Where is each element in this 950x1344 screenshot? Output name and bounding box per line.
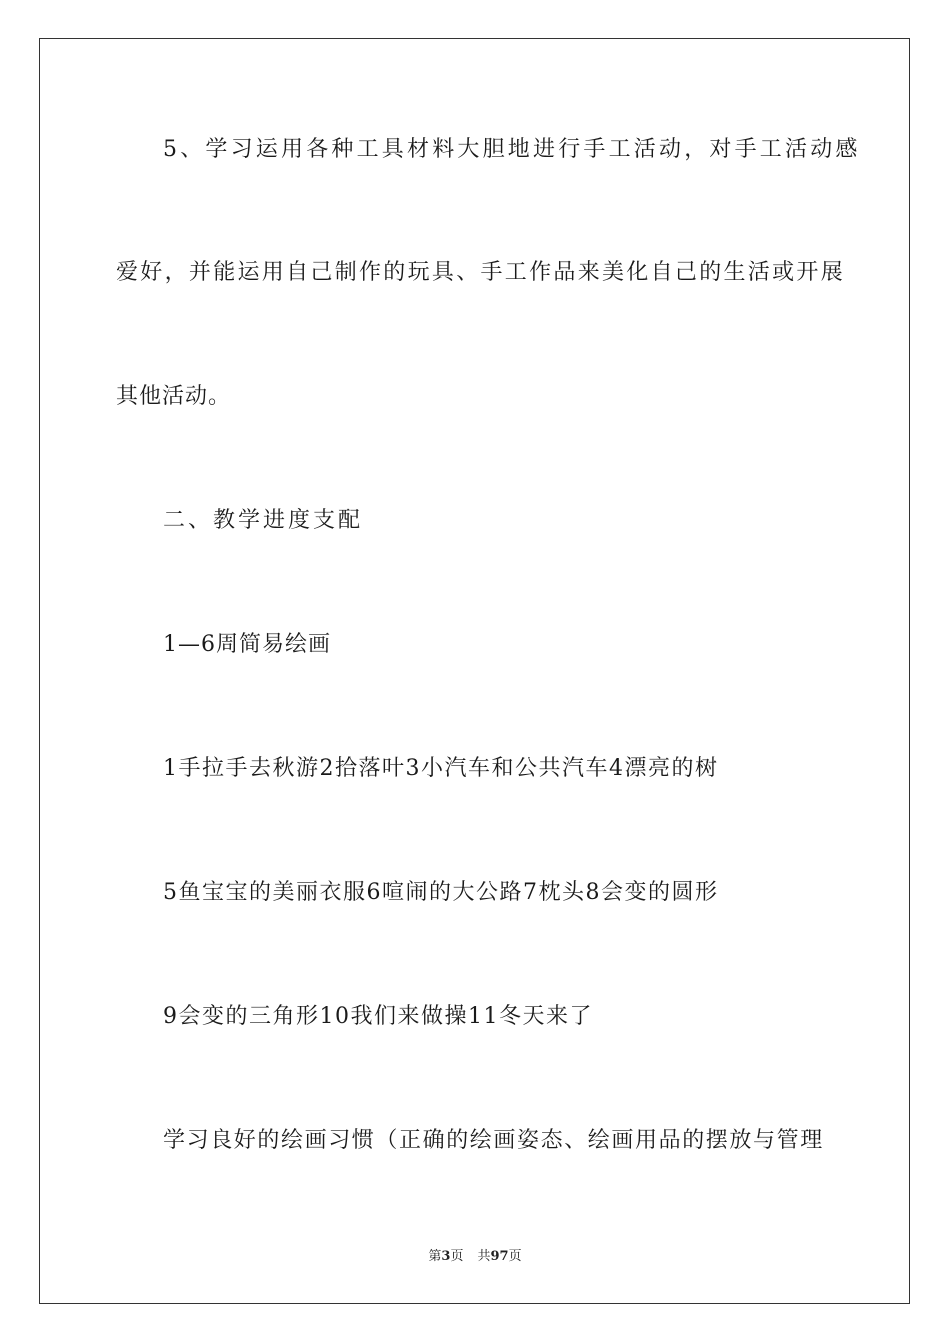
- total-suffix: 页: [508, 1249, 522, 1264]
- section-heading: 二、教学进度支配: [163, 508, 364, 533]
- page-suffix: 页: [450, 1249, 464, 1264]
- schedule-line-1: 1—6周简易绘画: [163, 632, 331, 657]
- total-prefix: 共: [477, 1249, 491, 1264]
- page-border: [39, 38, 910, 1304]
- schedule-line-3: 5鱼宝宝的美丽衣服6喧闹的大公路7枕头8会变的圆形: [163, 880, 719, 905]
- schedule-line-4: 9会变的三角形10我们来做操11冬天来了: [163, 1004, 593, 1029]
- paragraph-line-4: 学习良好的绘画习惯（正确的绘画姿态、绘画用品的摆放与管理: [163, 1128, 824, 1153]
- page-current: 3: [441, 1249, 451, 1264]
- paragraph-line-3: 其他活动。: [116, 384, 232, 409]
- page-prefix: 第: [428, 1249, 442, 1264]
- paragraph-line-2: 爱好，并能运用自己制作的玩具、手工作品来美化自己的生活或开展: [116, 260, 846, 285]
- page-footer: [0, 1248, 950, 1266]
- schedule-line-2: 1手拉手去秋游2拾落叶3小汽车和公共汽车4漂亮的树: [163, 756, 719, 781]
- page-total: 97: [490, 1249, 509, 1264]
- paragraph-line-1: 5、学习运用各种工具材料大胆地进行手工活动，对手工活动感: [163, 137, 861, 162]
